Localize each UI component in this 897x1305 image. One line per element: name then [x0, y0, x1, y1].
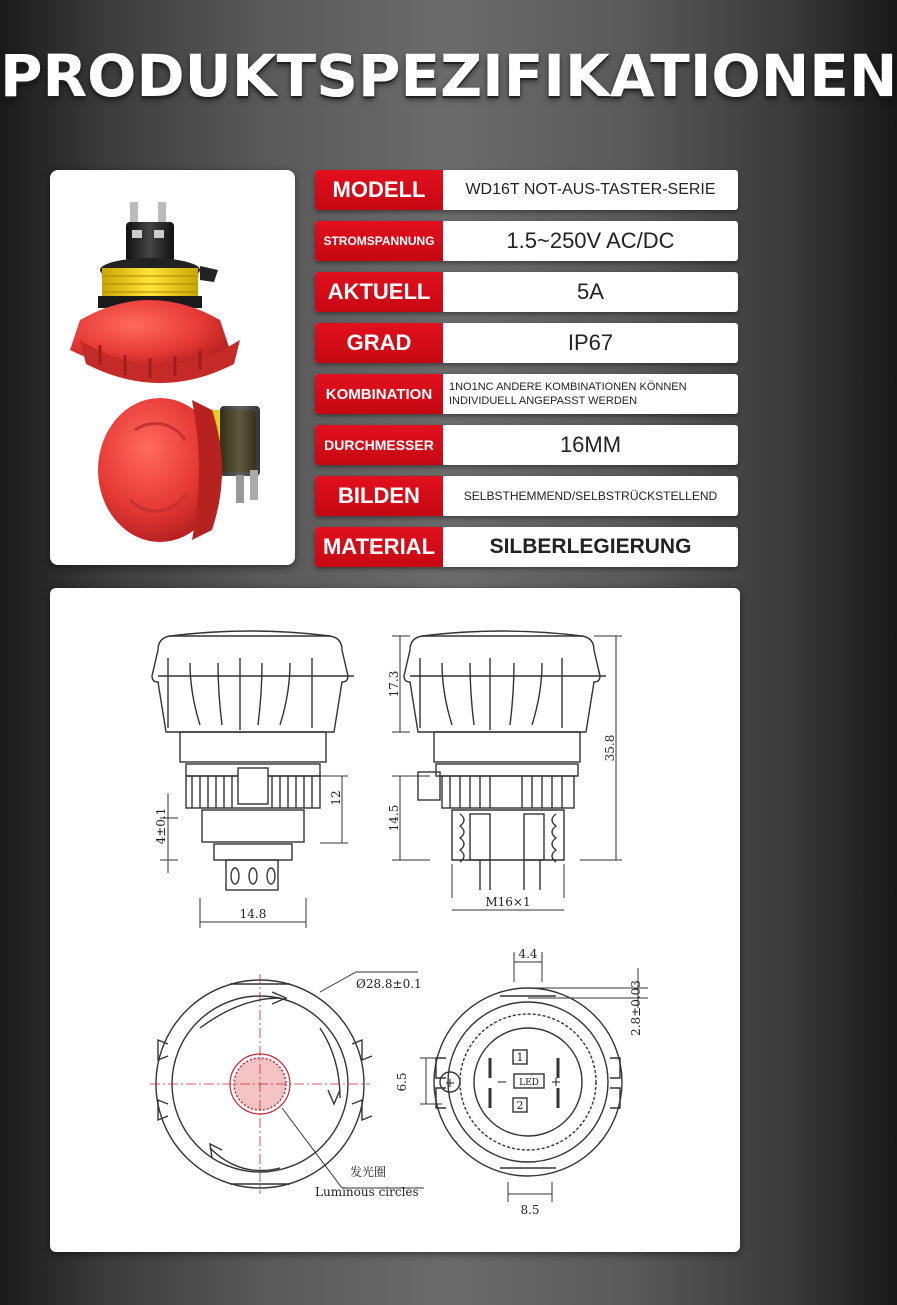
- top-view-centerlines: [150, 974, 370, 1194]
- luminous-circles-en: Luminous circles: [315, 1185, 419, 1199]
- spec-value: WD16T NOT-AUS-TASTER-SERIE: [465, 181, 716, 198]
- dim-8-5: 8.5: [520, 1203, 540, 1217]
- dim-12: 12: [329, 790, 343, 806]
- dim-6-5: 6.5: [395, 1072, 409, 1092]
- spec-label: KOMBINATION: [315, 374, 443, 414]
- dim-4-0-1: 4±0.1: [154, 807, 168, 845]
- spec-label: BILDEN: [315, 476, 443, 516]
- spec-row-stromspannung: [315, 221, 738, 261]
- spec-value: SILBERLEGIERUNG: [489, 535, 692, 558]
- spec-row-durchmesser: [315, 425, 738, 465]
- led-label: LED: [519, 1078, 539, 1088]
- spec-value: 5A: [577, 279, 604, 304]
- product-photo: [50, 170, 295, 565]
- spec-row-modell: [315, 170, 738, 210]
- dim-14-8: 14.8: [239, 907, 267, 921]
- dim-4-4: 4.4: [518, 947, 538, 961]
- terminal-2: 2: [516, 1099, 524, 1112]
- page-title: PRODUKTSPEZIFIKATIONEN: [0, 42, 897, 110]
- spec-row-aktuell: [315, 272, 738, 312]
- spec-row-grad: [315, 323, 738, 363]
- spec-row-kombination: [315, 374, 738, 414]
- spec-label: MODELL: [315, 170, 443, 210]
- spec-label: MATERIAL: [315, 527, 443, 567]
- spec-value: 1.5~250V AC/DC: [506, 228, 675, 253]
- dimension-drawing: [50, 588, 740, 1252]
- dim-35-8: 35.8: [603, 734, 617, 762]
- plus-terminal: +: [444, 1076, 456, 1091]
- emergency-stop-button-illustration: [50, 170, 295, 565]
- side-view-dimensions: [392, 636, 622, 910]
- product-upright: [70, 202, 240, 383]
- spec-value: SELBSTHEMMEND/SELBSTRÜCKSTELLEND: [463, 489, 718, 503]
- front-view: [152, 631, 354, 890]
- spec-row-bilden: [315, 476, 738, 516]
- spec-value: 1NO1NC ANDERE KOMBINATIONEN KÖNNEN INDIVIDUELL ANGEPASST WERDEN: [449, 381, 687, 407]
- spec-label: DURCHMESSER: [315, 425, 443, 465]
- luminous-circles-cn: 发光圈: [350, 1165, 387, 1179]
- technical-drawing: [50, 588, 740, 1252]
- minus-label: −: [496, 1075, 508, 1090]
- product-tilted: [98, 398, 260, 542]
- spec-value: IP67: [567, 330, 614, 355]
- spec-row-material: [315, 527, 738, 567]
- side-view: [404, 631, 606, 890]
- spec-label: GRAD: [315, 323, 443, 363]
- spec-value: 16MM: [559, 432, 622, 457]
- spec-label: AKTUELL: [315, 272, 443, 312]
- dim-28-8: Ø28.8±0.1: [356, 977, 422, 991]
- dim-m16: M16×1: [485, 895, 531, 909]
- terminal-1: 1: [516, 1051, 524, 1064]
- dim-2-8: 2.8±0.03: [629, 980, 643, 1036]
- dim-17-3: 17.3: [387, 670, 401, 698]
- plus-label: +: [550, 1075, 562, 1090]
- dim-14-5: 14.5: [387, 804, 401, 832]
- spec-label: STROMSPANNUNG: [315, 221, 443, 261]
